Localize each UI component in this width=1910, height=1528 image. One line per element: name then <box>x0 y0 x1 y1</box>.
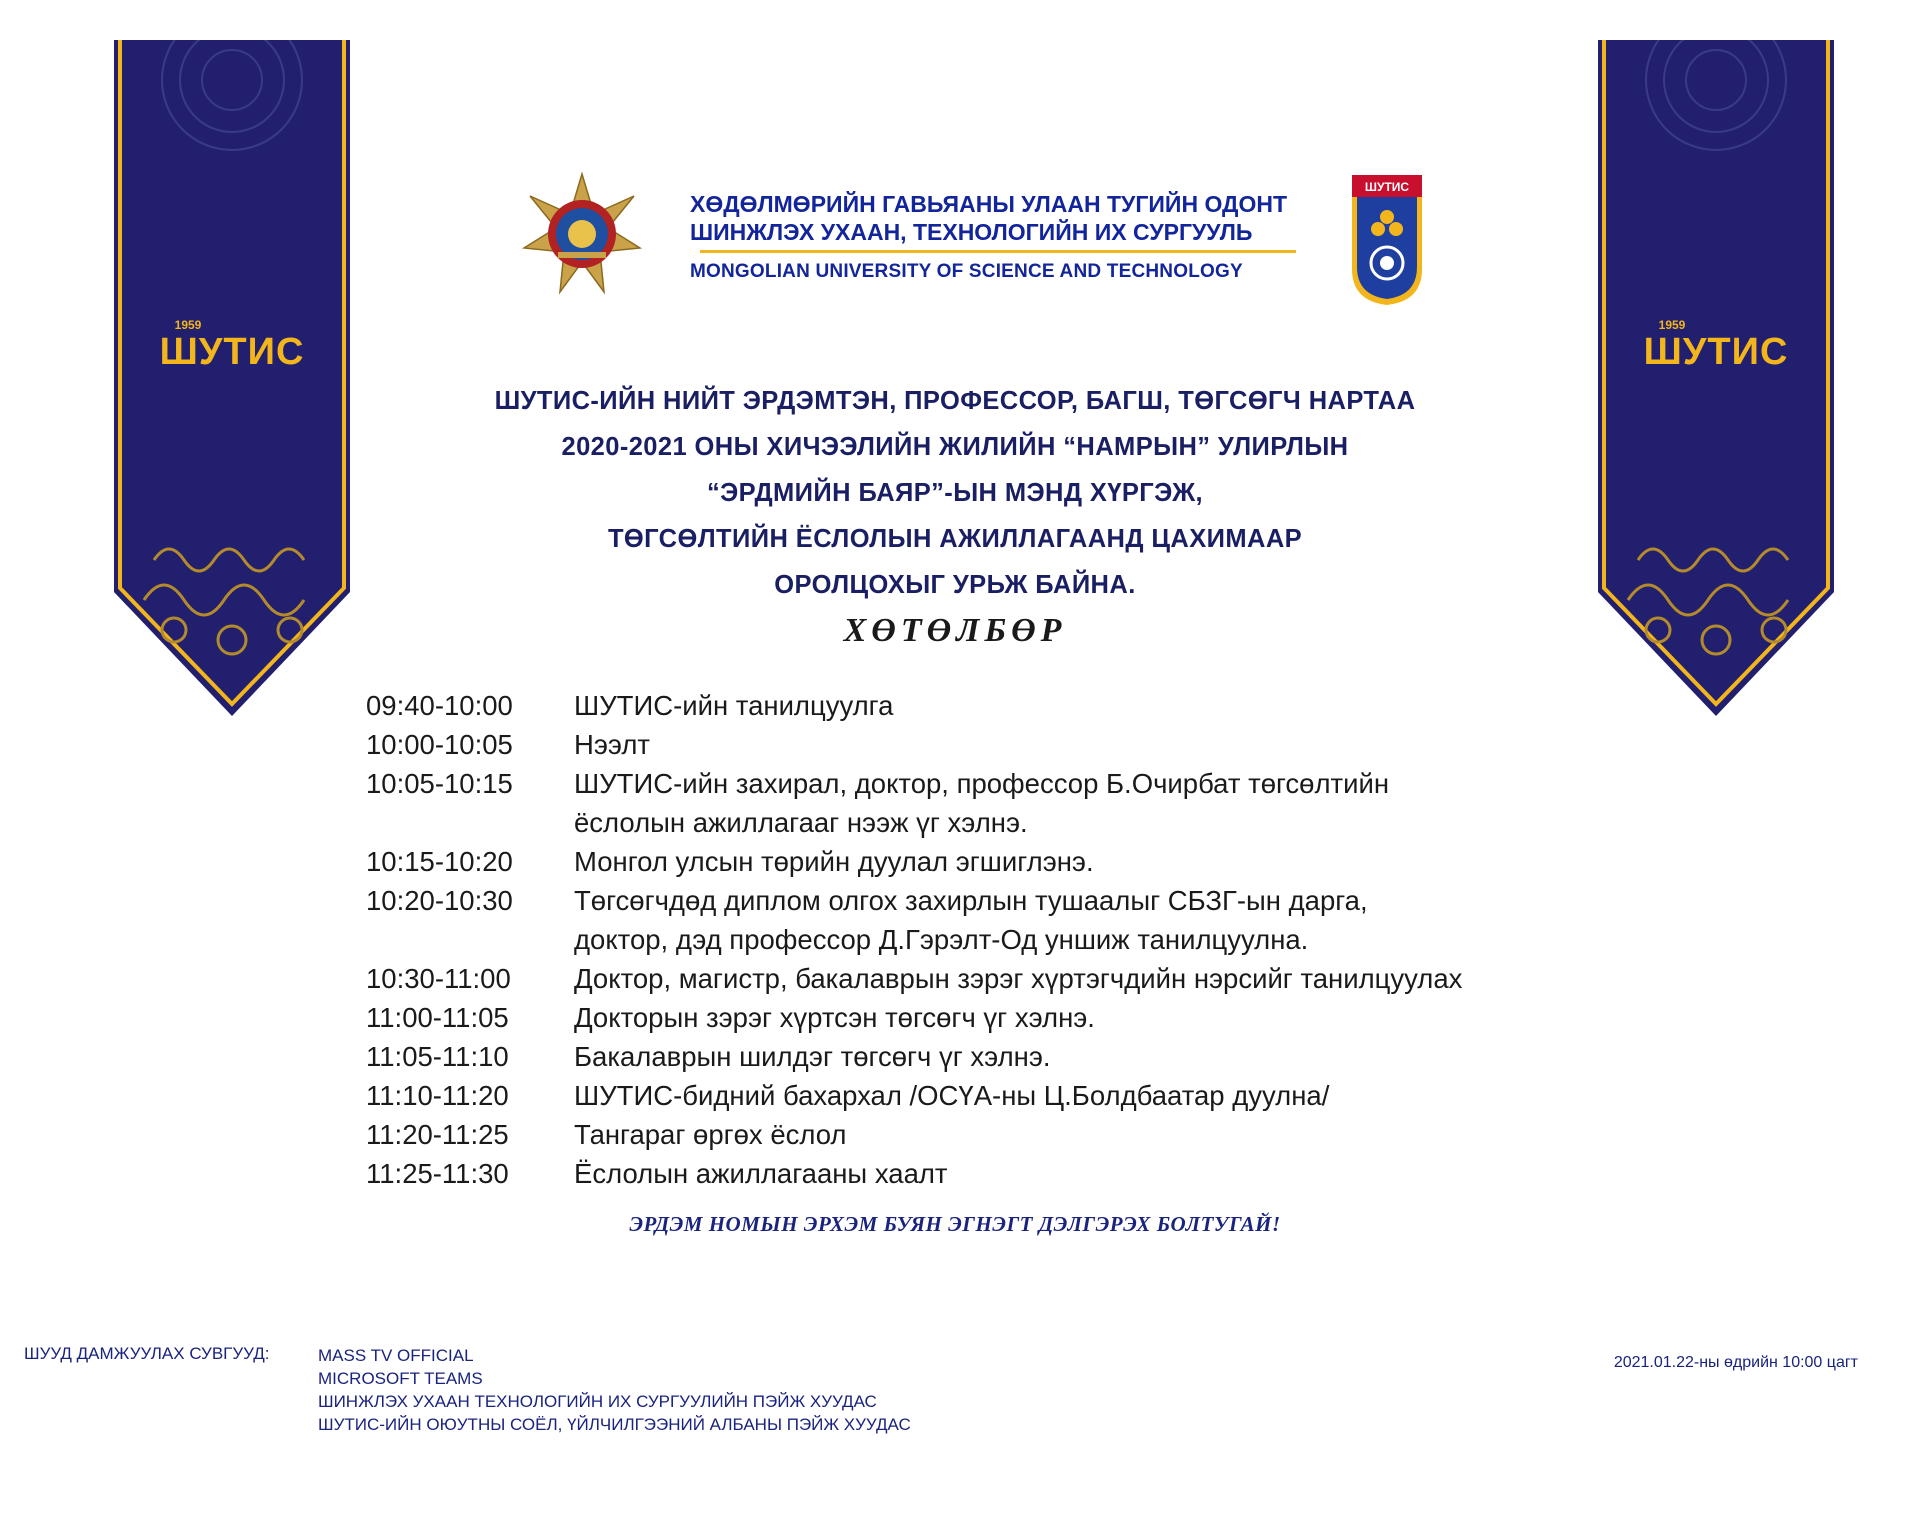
banner-year: 1959 <box>174 318 202 332</box>
university-shield-icon <box>1350 173 1424 307</box>
schedule-desc: Тангараг өргөх ёслол <box>574 1119 847 1150</box>
schedule-desc: Бакалаврын шилдэг төгсөгч үг хэлнэ. <box>574 1041 1051 1072</box>
banner-year: 1959 <box>1658 318 1686 332</box>
schedule-desc: ШУТИС-ийн танилцуулга <box>574 690 894 721</box>
motto: ЭРДЭМ НОМЫН ЭРХЭМ БУЯН ЭГНЭГТ ДЭЛГЭРЭХ БОЛТУГАЙ! <box>629 1212 1281 1236</box>
schedule-time: 11:20-11:25 <box>366 1119 509 1150</box>
schedule-desc: ШУТИС-ийн захирал, доктор, профессор Б.Очирбат төгсөлтийн <box>574 768 1390 799</box>
channels-label: ШУУД ДАМЖУУЛАХ СУВГУУД: <box>24 1344 270 1363</box>
schedule-time: 10:20-10:30 <box>366 885 513 916</box>
schedule-time: 10:30-11:00 <box>366 963 511 994</box>
schedule-desc: Ёслолын ажиллагааны хаалт <box>574 1158 948 1189</box>
channels-list <box>318 1344 911 1436</box>
schedule-desc: доктор, дэд профессор Д.Гэрэлт-Од уншиж танилцуулна. <box>574 924 1309 955</box>
university-name-block <box>690 190 1310 283</box>
invitation-line: ТӨГСӨЛТИЙН ЁСЛОЛЫН АЖИЛЛАГААНД ЦАХИМААР <box>607 525 1303 553</box>
schedule-row <box>366 686 1616 725</box>
schedule-desc: ШУТИС-бидний бахархал /ОСҮА-ны Ц.Болдбаатар дуулна/ <box>574 1080 1330 1111</box>
schedule-row <box>366 998 1616 1037</box>
schedule-time: 10:05-10:15 <box>366 768 513 799</box>
university-line-3: MONGOLIAN UNIVERSITY OF SCIENCE AND TECHNOLOGY <box>690 261 1243 282</box>
event-date: 2021.01.22-ны өдрийн 10:00 цагт <box>1613 1354 1858 1371</box>
schedule-time: 11:05-11:10 <box>366 1041 509 1072</box>
banner-logo <box>1598 318 1834 372</box>
schedule-row <box>366 725 1616 764</box>
invitation-line: ШУТИС-ИЙН НИЙТ ЭРДЭМТЭН, ПРОФЕССОР, БАГШ, ТӨГСӨГЧ НАРТАА <box>494 387 1416 415</box>
schedule-time: 11:00-11:05 <box>366 1002 509 1033</box>
schedule-time: 10:00-10:05 <box>366 729 513 760</box>
banner-name: ШУТИС <box>159 331 305 373</box>
schedule-time: 09:40-10:00 <box>366 690 513 721</box>
invitation-line: 2020-2021 ОНЫ ХИЧЭЭЛИЙН ЖИЛИЙН “НАМРЫН” УЛИРЛЫН <box>561 433 1349 461</box>
schedule-row <box>366 1076 1616 1115</box>
schedule-row <box>366 1154 1616 1193</box>
program-title: ХӨТӨЛБӨР <box>843 612 1067 649</box>
university-line-1: ХӨДӨЛМӨРИЙН ГАВЬЯАНЫ УЛААН ТУГИЙН ОДОНТ <box>690 191 1287 217</box>
invitation-text <box>360 378 1550 608</box>
channel-item: MICROSOFT TEAMS <box>318 1369 483 1388</box>
channel-item: ШИНЖЛЭХ УХААН ТЕХНОЛОГИЙН ИХ СУРГУУЛИЙН ПЭЙЖ ХУУДАС <box>318 1392 877 1411</box>
schedule-desc: Докторын зэрэг хүртсэн төгсөгч үг хэлнэ. <box>574 1002 1095 1033</box>
divider <box>700 250 1296 253</box>
university-line-2: ШИНЖЛЭХ УХААН, ТЕХНОЛОГИЙН ИХ СУРГУУЛЬ <box>690 219 1253 245</box>
schedule-row <box>366 1037 1616 1076</box>
channel-item: MASS TV OFFICIAL <box>318 1346 474 1365</box>
schedule <box>366 686 1616 1193</box>
schedule-desc: Төгсөгчдөд диплом олгох захирлын тушаалыг СБЗГ-ын дарга, <box>574 885 1368 916</box>
schedule-desc: Нээлт <box>574 729 650 760</box>
schedule-time: 10:15-10:20 <box>366 846 513 877</box>
schedule-time: 11:25-11:30 <box>366 1158 509 1189</box>
channel-item: ШУТИС-ИЙН ОЮУТНЫ СОЁЛ, ҮЙЛЧИЛГЭЭНИЙ АЛБАНЫ ПЭЙЖ ХУУДАС <box>318 1415 911 1434</box>
schedule-desc: Доктор, магистр, бакалаврын зэрэг хүртэгчдийн нэрсийг танилцуулах <box>574 963 1463 994</box>
banner-name: ШУТИС <box>1643 331 1789 373</box>
schedule-row <box>366 842 1616 881</box>
schedule-row <box>366 881 1616 959</box>
schedule-row <box>366 1115 1616 1154</box>
order-medal-icon <box>522 172 642 298</box>
banner-logo <box>114 318 350 372</box>
schedule-row <box>366 764 1616 842</box>
schedule-desc: ёслолын ажиллагааг нээж үг хэлнэ. <box>574 807 1028 838</box>
schedule-desc: Монгол улсын төрийн дуулал эгшиглэнэ. <box>574 846 1094 877</box>
schedule-time: 11:10-11:20 <box>366 1080 509 1111</box>
invitation-line: “ЭРДМИЙН БАЯР”-ЫН МЭНД ХҮРГЭЖ, <box>706 479 1203 507</box>
invitation-line: ОРОЛЦОХЫГ УРЬЖ БАЙНА. <box>774 571 1136 599</box>
schedule-row <box>366 959 1616 998</box>
shield-label: ШУТИС <box>1364 180 1410 194</box>
